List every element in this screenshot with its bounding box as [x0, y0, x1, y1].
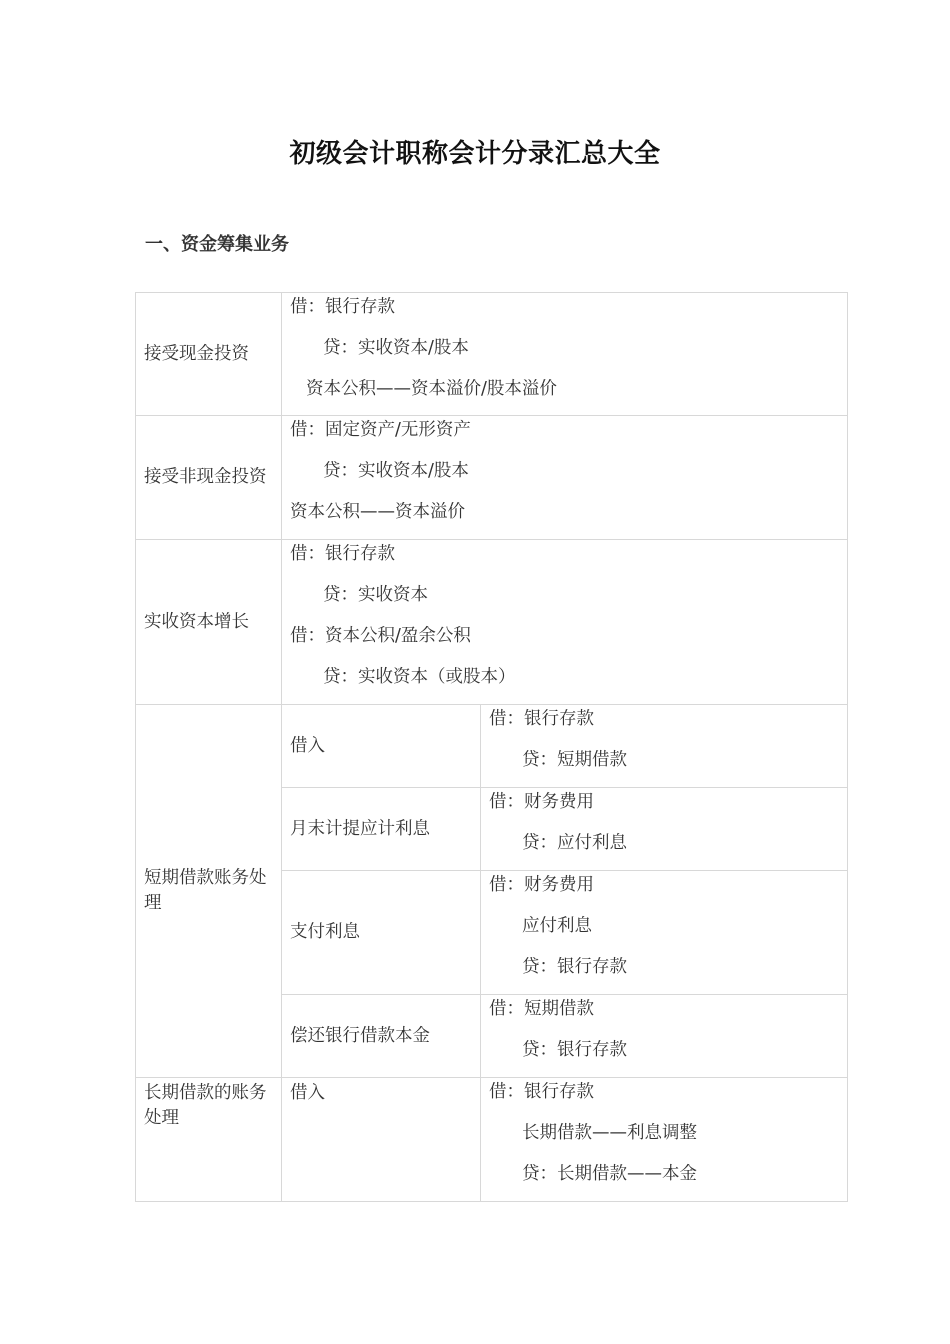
entry-cell [282, 293, 848, 416]
entry-cell [481, 705, 848, 788]
entry-line: 借：短期借款 [489, 999, 594, 1019]
sub-label: 支付利息 [282, 871, 481, 995]
entry-cell [282, 416, 848, 540]
entry-line: 贷：实收资本/股本 [323, 461, 469, 481]
entry-line: 借：银行存款 [290, 297, 395, 317]
entry-cell [481, 1078, 848, 1202]
row-label: 实收资本增长 [136, 540, 282, 705]
entry-line: 借：银行存款 [489, 1082, 594, 1102]
table-row [136, 540, 848, 705]
entry-line: 长期借款——利息调整 [522, 1123, 697, 1143]
row-label: 接受现金投资 [136, 293, 282, 416]
entry-cell [481, 788, 848, 871]
entry-line: 贷：应付利息 [522, 833, 627, 853]
table-row [136, 705, 848, 788]
entry-line: 贷：银行存款 [522, 1040, 627, 1060]
entry-line: 借：资本公积/盈余公积 [290, 626, 471, 646]
entry-cell [481, 995, 848, 1078]
entry-line: 贷：实收资本 [323, 585, 428, 605]
entry-line: 贷：实收资本（或股本） [323, 667, 516, 687]
entry-line: 资本公积——资本溢价/股本溢价 [306, 379, 557, 399]
entry-line: 借：财务费用 [489, 875, 594, 895]
entry-line: 资本公积——资本溢价 [290, 502, 465, 522]
entry-line: 贷：短期借款 [522, 750, 627, 770]
entry-line: 借：银行存款 [489, 709, 594, 729]
document-title: 初级会计职称会计分录汇总大全 [289, 139, 661, 169]
entry-line: 借：财务费用 [489, 792, 594, 812]
entry-line: 贷：实收资本/股本 [323, 338, 469, 358]
table-row [136, 1078, 848, 1202]
sub-label: 借入 [282, 705, 481, 788]
row-label: 短期借款账务处理 [136, 705, 282, 1078]
entry-line: 应付利息 [522, 916, 592, 936]
entry-line: 贷：长期借款——本金 [522, 1164, 697, 1184]
entry-cell [481, 871, 848, 995]
sub-label: 月末计提应计利息 [282, 788, 481, 871]
entry-line: 贷：银行存款 [522, 957, 627, 977]
section-heading: 一、资金筹集业务 [145, 234, 289, 255]
sub-label: 偿还银行借款本金 [282, 995, 481, 1078]
table-row [136, 416, 848, 540]
table-row [136, 293, 848, 416]
row-label: 接受非现金投资 [136, 416, 282, 540]
entry-line: 借：固定资产/无形资产 [290, 420, 471, 440]
sub-label: 借入 [282, 1078, 481, 1202]
entry-cell [282, 540, 848, 705]
row-label: 长期借款的账务处理 [136, 1078, 282, 1202]
entry-line: 借：银行存款 [290, 544, 395, 564]
journal-entry-table [135, 292, 848, 1202]
